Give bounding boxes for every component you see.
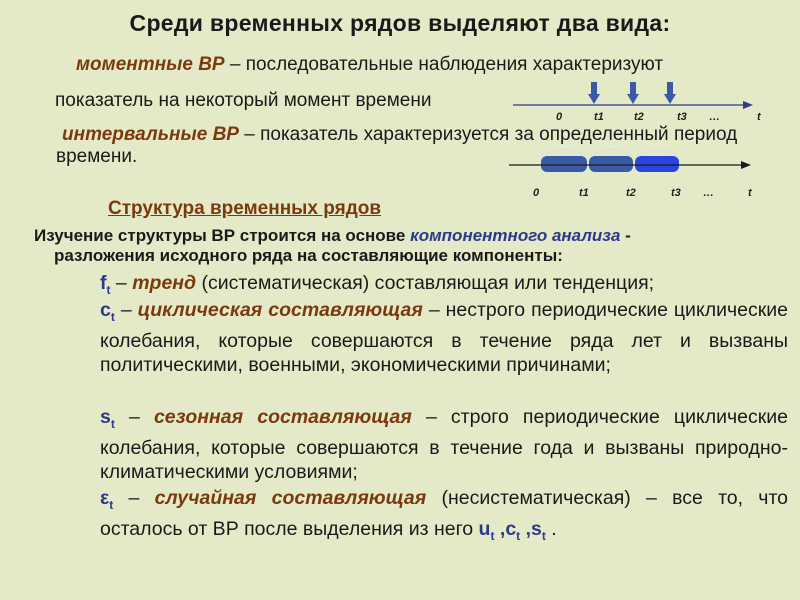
seasonal-name: сезонная составляющая xyxy=(153,406,412,428)
moment-definition-line2: показатель на некоторый момент времени xyxy=(55,90,432,111)
interval-block-3 xyxy=(635,156,679,172)
tick-label: … xyxy=(703,187,714,199)
trend-symbol: $f_t$ xyxy=(100,272,111,297)
interval-definition-line2: времени. xyxy=(56,146,138,167)
intro-text-c: - xyxy=(620,226,631,245)
timeline-arrowhead xyxy=(743,101,753,109)
interval-block-1 xyxy=(541,156,587,172)
interval-brace-1 xyxy=(542,150,585,156)
tick-label: t xyxy=(748,187,752,199)
moment-text: – последовательные наблюдения характеризуют xyxy=(224,54,664,75)
trend-name: тренд xyxy=(132,272,197,294)
timeline-arrowhead xyxy=(741,161,751,169)
interval-definition xyxy=(62,124,737,146)
interval-term: интервальные ВР xyxy=(62,124,239,145)
structure-heading: Структура временных рядов xyxy=(108,198,382,219)
tick-label: t2 xyxy=(634,111,644,123)
interval-brace-3 xyxy=(636,150,678,156)
seasonal-symbol: $s_t$ xyxy=(100,406,115,431)
moment-arrow-t3 xyxy=(664,82,676,104)
component-trend: $f_t$ – тренд (систематическая) составляющая или тенденция; xyxy=(100,272,655,297)
tail-u: $u_t$ xyxy=(478,517,495,543)
random-symbol: $\varepsilon_t$ xyxy=(100,487,114,512)
cyclic-symbol: $c_t$ xyxy=(100,299,115,324)
moment-term: моментные ВР xyxy=(76,54,225,75)
cyclic-name: циклическая составляющая xyxy=(137,299,423,321)
intro-keyword: компонентного анализа xyxy=(410,226,621,245)
tick-label: t3 xyxy=(671,187,681,199)
moment-arrow-t2 xyxy=(627,82,639,104)
slide-title: Среди временных рядов выделяют два вида: xyxy=(129,10,671,36)
tail-c: $c_t$ xyxy=(505,517,521,543)
component-cyclic: $c_t$ – циклическая составляющая – нестрого периодические циклические колебания, которые совершаются в течение ряда лет и вызваны политическими, военными, экономическими причинами; xyxy=(100,299,788,376)
tick-label: … xyxy=(709,111,720,123)
intro-line1 xyxy=(34,226,631,246)
interval-block-2 xyxy=(589,156,633,172)
component-random: $\varepsilon_t$ – случайная составляющая (несистематическая) – все то, что осталось от ВР после выделения из него $u_t$ $,c_t$ $,s_t$ . xyxy=(100,487,789,543)
tick-label: t xyxy=(757,111,761,123)
component-seasonal: $s_t$ – сезонная составляющая – строго периодические циклические колебания, которые совершаются в течение года и вызваны природно-климатическими условиями; xyxy=(100,406,789,483)
tick-label: t1 xyxy=(579,187,589,199)
interval-text: – показатель характеризуется за определенный период xyxy=(238,124,738,145)
tick-label: t1 xyxy=(594,111,604,123)
tail-s: $s_t$ xyxy=(531,517,546,543)
tick-label: t3 xyxy=(677,111,687,123)
tick-label: 0 xyxy=(556,111,563,123)
random-name: случайная составляющая xyxy=(154,487,427,509)
intro-text-a: Изучение структуры ВР строится на основе xyxy=(34,226,411,245)
interval-brace-2 xyxy=(590,150,632,156)
tick-label: 0 xyxy=(533,187,540,199)
tick-label: t2 xyxy=(626,187,636,199)
intro-line2: разложения исходного ряда на составляющие компоненты: xyxy=(54,246,563,265)
interval-timeline xyxy=(505,146,767,202)
moment-arrow-t1 xyxy=(588,82,600,104)
moment-timeline xyxy=(505,78,765,128)
moment-definition xyxy=(76,54,663,76)
